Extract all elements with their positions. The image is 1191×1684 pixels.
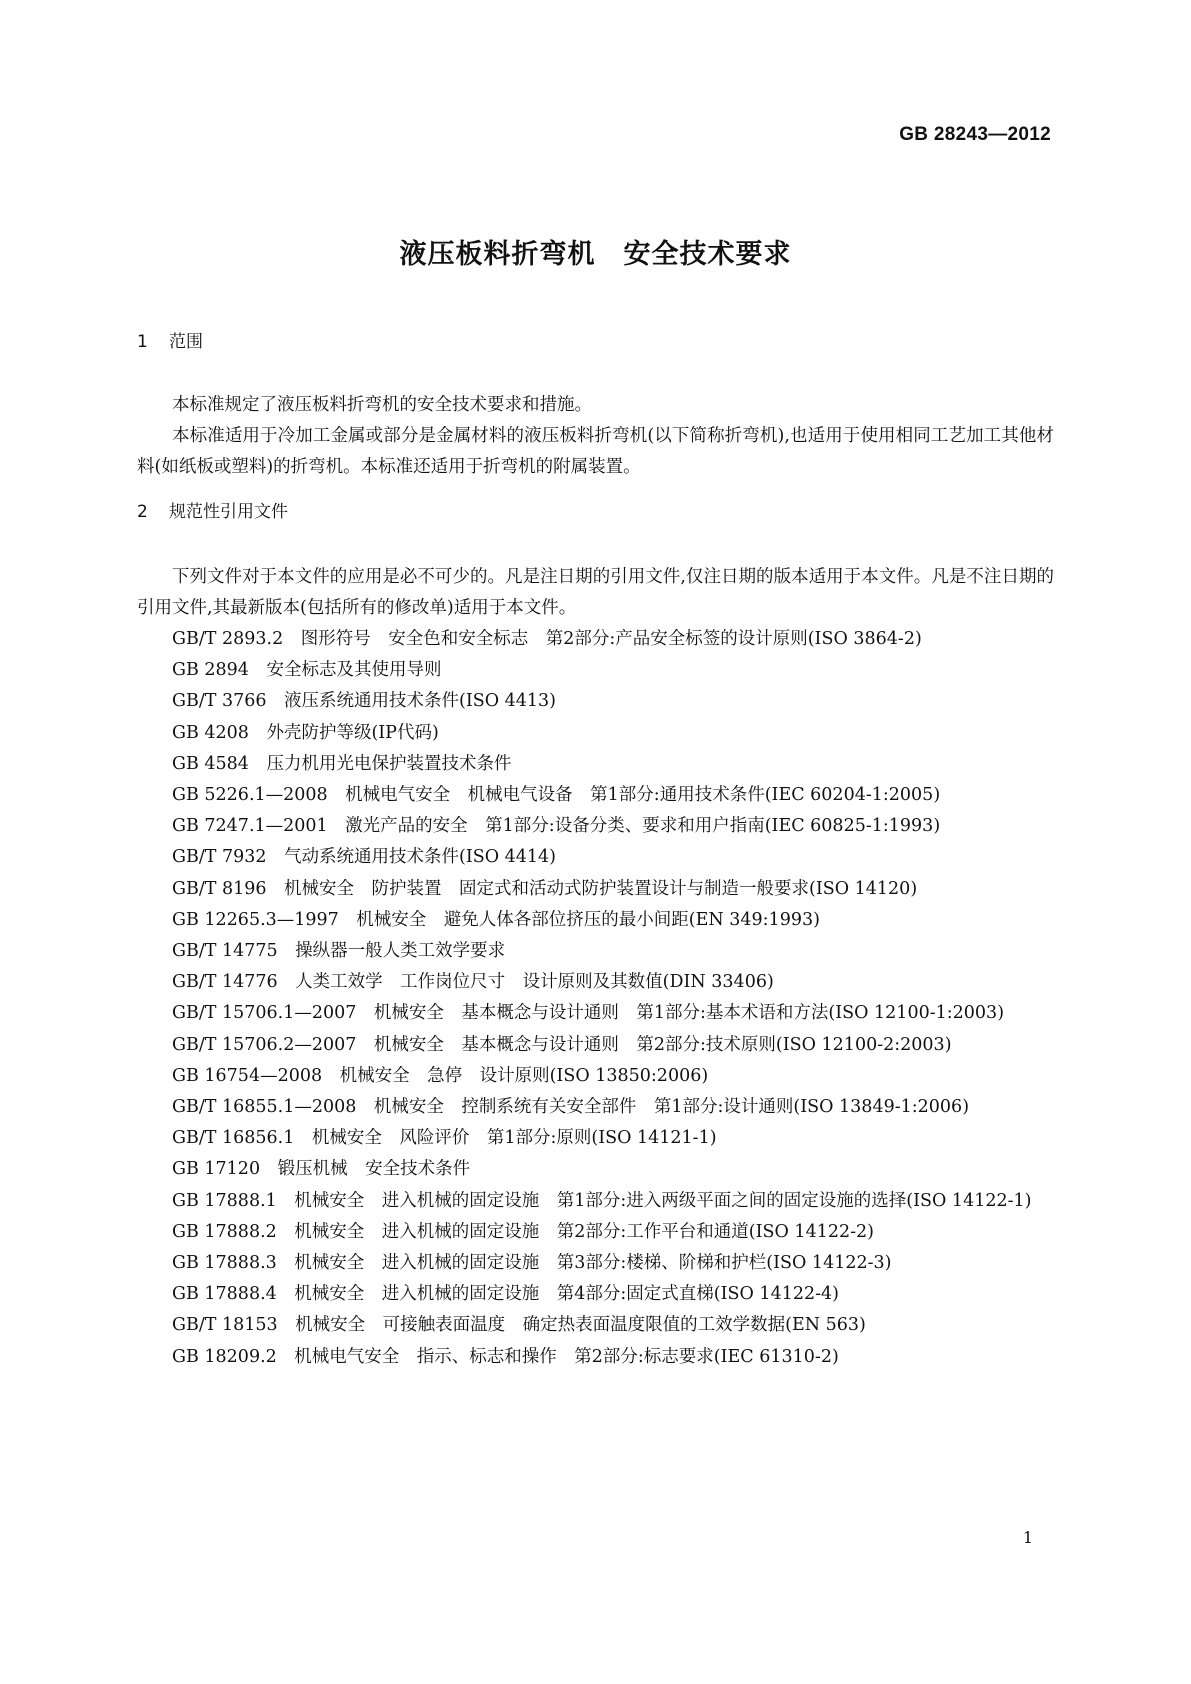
reference-item: GB 5226.1—2008 机械电气安全 机械电气设备 第1部分:通用技术条件(IEC 60204-1:2005): [172, 785, 941, 806]
reference-item: GB/T 18153 机械安全 可接触表面温度 确定热表面温度限值的工效学数据(EN 563): [172, 1315, 866, 1336]
reference-item: GB/T 3766 液压系统通用技术条件(ISO 4413): [172, 691, 557, 712]
document-body: [137, 330, 1054, 1373]
section-2-heading: [137, 500, 1054, 562]
reference-item: GB 18209.2 机械电气安全 指示、标志和操作 第2部分:标志要求(IEC 61310-2): [172, 1346, 839, 1367]
page-number: 1: [1022, 1528, 1033, 1547]
document-title: 液压板料折弯机 安全技术要求: [399, 239, 792, 270]
reference-item: GB 12265.3—1997 机械安全 避免人体各部位挤压的最小间距(EN 349:1993): [172, 909, 820, 930]
reference-item: GB 17888.2 机械安全 进入机械的固定设施 第2部分:工作平台和通道(ISO 14122-2): [172, 1221, 874, 1242]
standard-code: GB 28243—2012: [899, 124, 1051, 145]
reference-item: GB 16754—2008 机械安全 急停 设计原则(ISO 13850:2006): [172, 1065, 709, 1086]
section-1-heading: [137, 330, 1054, 390]
reference-item: GB/T 16856.1 机械安全 风险评价 第1部分:原则(ISO 14121-1): [172, 1128, 717, 1149]
paragraph: 本标准适用于冷加工金属或部分是金属材料的液压板料折弯机(以下简称折弯机),也适用于使用相同工艺加工其他材料(如纸板或塑料)的折弯机。本标准还适用于折弯机的附属装置。: [137, 426, 1054, 478]
reference-item: GB 4584 压力机用光电保护装置技术条件: [172, 753, 512, 774]
reference-item: GB/T 14775 操纵器一般人类工效学要求: [172, 941, 506, 962]
reference-list: [137, 624, 1054, 1373]
reference-item: GB/T 15706.1—2007 机械安全 基本概念与设计通则 第1部分:基本术语和方法(ISO 12100-1:2003): [172, 1003, 1005, 1024]
paragraph: 下列文件对于本文件的应用是必不可少的。凡是注日期的引用文件,仅注日期的版本适用于本文件。凡是不注日期的引用文件,其最新版本(包括所有的修改单)适用于本文件。: [137, 566, 1054, 618]
section-title: 范围: [169, 332, 203, 352]
section-title: 规范性引用文件: [169, 501, 288, 522]
reference-item: GB/T 7932 气动系统通用技术条件(ISO 4414): [172, 847, 557, 868]
reference-item: GB/T 8196 机械安全 防护装置 固定式和活动式防护装置设计与制造一般要求(ISO 14120): [172, 878, 918, 899]
reference-item: GB 17888.1 机械安全 进入机械的固定设施 第1部分:进入两级平面之间的固定设施的选择(ISO 14122-1): [172, 1190, 1032, 1211]
reference-item: GB/T 15706.2—2007 机械安全 基本概念与设计通则 第2部分:技术原则(ISO 12100-2:2003): [172, 1034, 952, 1055]
reference-item: GB 17120 锻压机械 安全技术条件: [172, 1159, 471, 1180]
reference-item: GB/T 16855.1—2008 机械安全 控制系统有关安全部件 第1部分:设计通则(ISO 13849-1:2006): [172, 1097, 970, 1118]
reference-item: GB 7247.1—2001 激光产品的安全 第1部分:设备分类、要求和用户指南(IEC 60825-1:1993): [172, 816, 941, 837]
reference-item: GB 17888.3 机械安全 进入机械的固定设施 第3部分:楼梯、阶梯和护栏(ISO 14122-3): [172, 1253, 892, 1274]
reference-item: GB 17888.4 机械安全 进入机械的固定设施 第4部分:固定式直梯(ISO 14122-4): [172, 1284, 839, 1305]
reference-item: GB/T 14776 人类工效学 工作岗位尺寸 设计原则及其数值(DIN 33406): [172, 972, 774, 993]
paragraph: 本标准规定了液压板料折弯机的安全技术要求和措施。: [172, 395, 592, 415]
reference-item: GB 4208 外壳防护等级(IP代码): [172, 722, 439, 743]
section-number: 2: [137, 501, 148, 522]
reference-item: GB/T 2893.2 图形符号 安全色和安全标志 第2部分:产品安全标签的设计原则(ISO 3864-2): [172, 629, 922, 650]
section-number: 1: [137, 332, 148, 352]
reference-item: GB 2894 安全标志及其使用导则: [172, 660, 442, 681]
